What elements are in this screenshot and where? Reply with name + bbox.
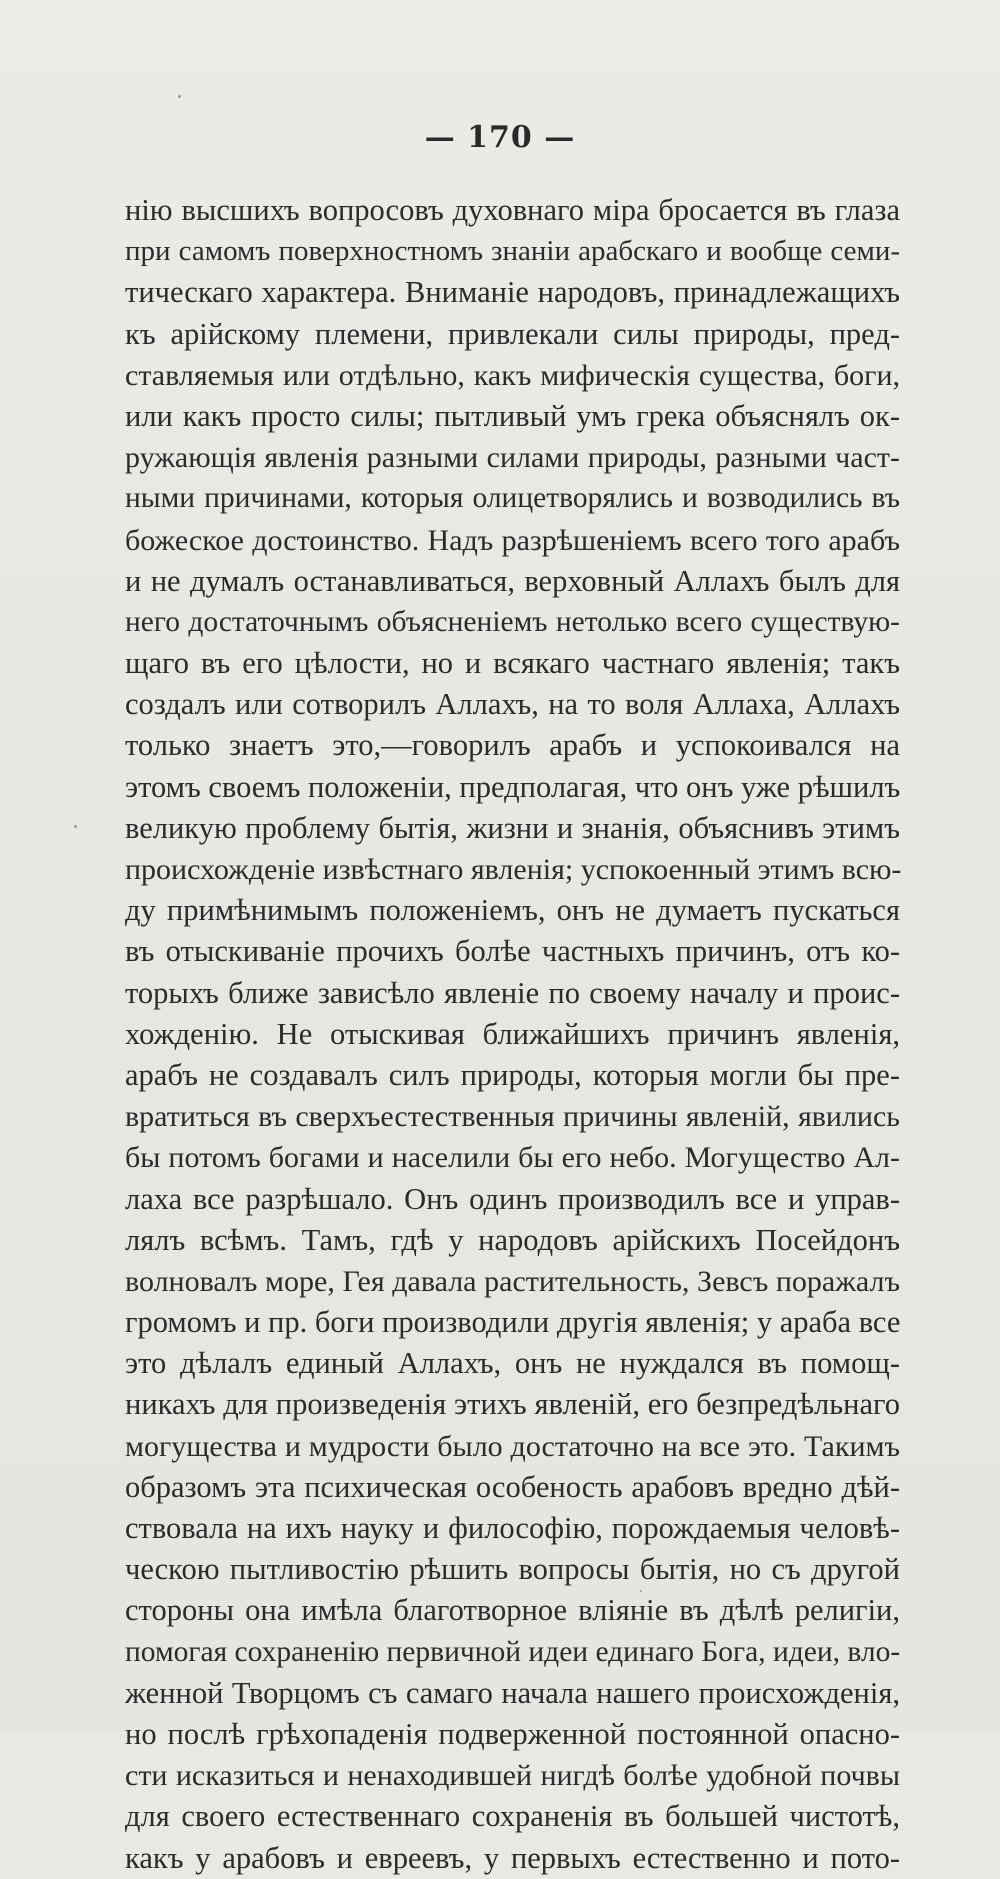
text-line: при самомъ поверхностномъ знаніи арабскаго и вообще семи- xyxy=(125,235,900,268)
text-line: помогая сохраненію первичной идеи единаго Бога, идеи, вло- xyxy=(125,1635,901,1668)
text-line: или какъ просто силы; пытливый умъ грека объяснялъ ок- xyxy=(125,398,900,433)
paper-speck xyxy=(74,825,77,828)
text-line: образомъ эта психическая особеность арабовъ вредно дѣй- xyxy=(125,1469,900,1504)
text-line: великую проблему бытія, жизни и знанія, объяснивъ этимъ xyxy=(125,810,900,845)
text-line: хожденію. Не отыскивая ближайшихъ причинъ явленія, xyxy=(125,1016,900,1051)
page-number: — 170 — xyxy=(424,120,576,155)
text-line: нію высшихъ вопросовъ духовнаго міра бросается въ глаза xyxy=(125,193,900,227)
text-line: къ арійскому племени, привлекали силы природы, пред- xyxy=(125,316,900,351)
text-line: торыхъ ближе зависѣло явленіе по своему началу и проис- xyxy=(125,975,900,1010)
text-line: стороны она имѣла благотворное вліяніе въ дѣлѣ религіи, xyxy=(125,1593,900,1628)
text-line: это дѣлалъ единый Аллахъ, онъ не нуждался въ помощ- xyxy=(125,1346,900,1381)
paper-speck xyxy=(178,95,181,98)
text-line: тическаго характера. Вниманіе народовъ, принадлежащихъ xyxy=(125,275,900,310)
text-line: ставляемыя или отдѣльно, какъ мифическія существа, боги, xyxy=(125,358,900,392)
text-line: него достаточнымъ объясненіемъ нетолько всего существую- xyxy=(125,605,900,638)
text-line: ческою пытливостію рѣшить вопросы бытія, но съ другой xyxy=(125,1552,900,1587)
text-line: ружающія явленія разными силами природы, разными част- xyxy=(125,441,900,475)
text-line: громомъ и пр. боги производили другія явленія; у араба все xyxy=(125,1305,901,1340)
text-line: никахъ для произведенія этихъ явленій, его безпредѣльнаго xyxy=(125,1387,900,1422)
text-line: какъ у арабовъ и евреевъ, у первыхъ естественно и пото- xyxy=(125,1840,900,1875)
text-line: этомъ своемъ положеніи, предполагая, что онъ уже рѣшилъ xyxy=(125,769,901,804)
text-line: ду примѣнимымъ положеніемъ, онъ не думаетъ пускаться xyxy=(125,893,900,928)
paper-speck xyxy=(640,1590,642,1592)
text-line: создалъ или сотворилъ Аллахъ, на то воля Аллаха, Аллахъ xyxy=(125,687,900,722)
text-line: лаха все разрѣшало. Онъ одинъ производилъ все и управ- xyxy=(125,1181,900,1216)
text-line: волновалъ море, Гея давала растительность, Зевсъ поражалъ xyxy=(125,1264,900,1298)
text-line: бы потомъ богами и населили бы его небо. Могущество Ал- xyxy=(125,1141,900,1175)
text-line: арабъ не создавалъ силъ природы, которыя могли бы пре- xyxy=(125,1057,900,1092)
text-line: только знаетъ это,—говорилъ арабъ и успокоивался на xyxy=(125,728,900,763)
text-line: женной Творцомъ съ самаго начала нашего происхожденія, xyxy=(125,1675,900,1710)
text-line: щаго въ его цѣлости, но и всякаго частнаго явленія; такъ xyxy=(125,646,900,681)
text-line: происхожденіе извѣстнаго явленія; успокоенный этимъ всю- xyxy=(125,853,902,886)
text-line: для своего естественнаго сохраненія въ большей чистотѣ, xyxy=(125,1799,900,1834)
text-line: лялъ всѣмъ. Тамъ, гдѣ у народовъ арійскихъ Посейдонъ xyxy=(125,1222,900,1257)
text-line: вратиться въ сверхъестественныя причины явленій, явились xyxy=(125,1100,900,1134)
text-line: ствовала на ихъ науку и философію, порождаемыя человѣ- xyxy=(125,1511,900,1545)
text-line: и не думалъ останавливаться, верховный Аллахъ былъ для xyxy=(125,563,900,598)
text-line: могущества и мудрости было достаточно на все это. Такимъ xyxy=(125,1429,900,1463)
body-text xyxy=(125,190,900,1879)
text-line: ными причинами, которыя олицетворялись и возводились въ xyxy=(125,482,900,515)
text-line: сти исказиться и ненаходившей нигдѣ болѣе удобной почвы xyxy=(125,1759,900,1793)
text-line: въ отыскиваніе прочихъ болѣе частныхъ причинъ, отъ ко- xyxy=(125,934,900,969)
text-line: но послѣ грѣхопаденія подверженной постоянной опасно- xyxy=(125,1716,900,1751)
text-line: божеское достоинство. Надъ разрѣшеніемъ всего того арабъ xyxy=(125,523,900,557)
